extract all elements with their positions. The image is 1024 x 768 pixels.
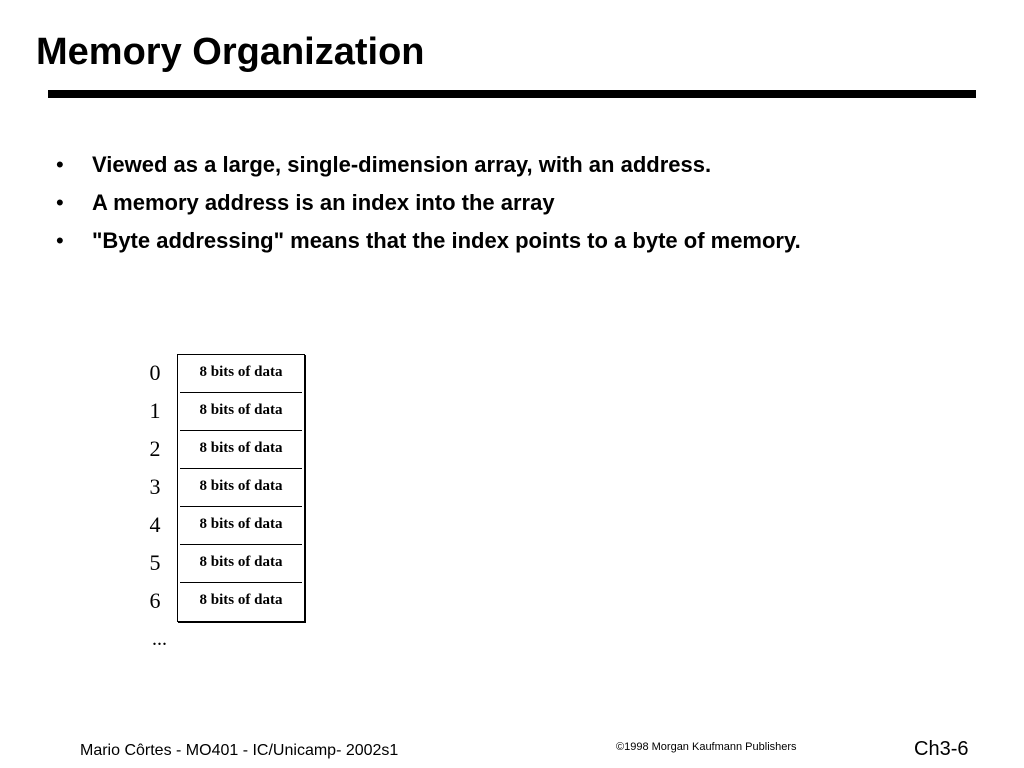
address-label: 6 (149, 588, 161, 613)
bullet-text: A memory address is an index into the array (92, 190, 555, 215)
memory-cell: 8 bits of data (180, 431, 302, 469)
address-label: 1 (149, 398, 161, 423)
address-label: 3 (149, 474, 161, 499)
memory-cell: 8 bits of data (180, 469, 302, 507)
page-number: Ch3-6 (914, 738, 969, 760)
memory-cell: 8 bits of data (180, 507, 302, 545)
bullet-item (56, 146, 801, 184)
footer-copyright: ©1998 Morgan Kaufmann Publishers (616, 741, 797, 753)
continuation-ellipsis: ... (152, 628, 167, 650)
title-rule (48, 90, 976, 98)
address-label: 0 (149, 360, 161, 385)
address-label: 5 (149, 550, 161, 575)
address-label: 2 (149, 436, 161, 461)
slide-title: Memory Organization (36, 31, 425, 73)
memory-array (177, 354, 305, 622)
bullet-glyph: • (56, 152, 64, 177)
bullet-glyph: • (56, 190, 64, 215)
bullet-text: Viewed as a large, single-dimension array, with an address. (92, 152, 712, 177)
footer-author: Mario Côrtes - MO401 - IC/Unicamp- 2002s1 (80, 742, 399, 759)
bullet-item (56, 222, 801, 260)
bullet-list (56, 146, 801, 260)
bullet-item (56, 184, 801, 222)
bullet-glyph: • (56, 228, 64, 253)
memory-cell: 8 bits of data (180, 545, 302, 583)
address-label: 4 (149, 512, 161, 537)
bullet-text: "Byte addressing" means that the index points to a byte of memory. (92, 228, 801, 253)
memory-cell: 8 bits of data (180, 393, 302, 431)
memory-cell: 8 bits of data (180, 355, 302, 393)
memory-cell: 8 bits of data (199, 592, 283, 608)
address-column (140, 354, 170, 620)
